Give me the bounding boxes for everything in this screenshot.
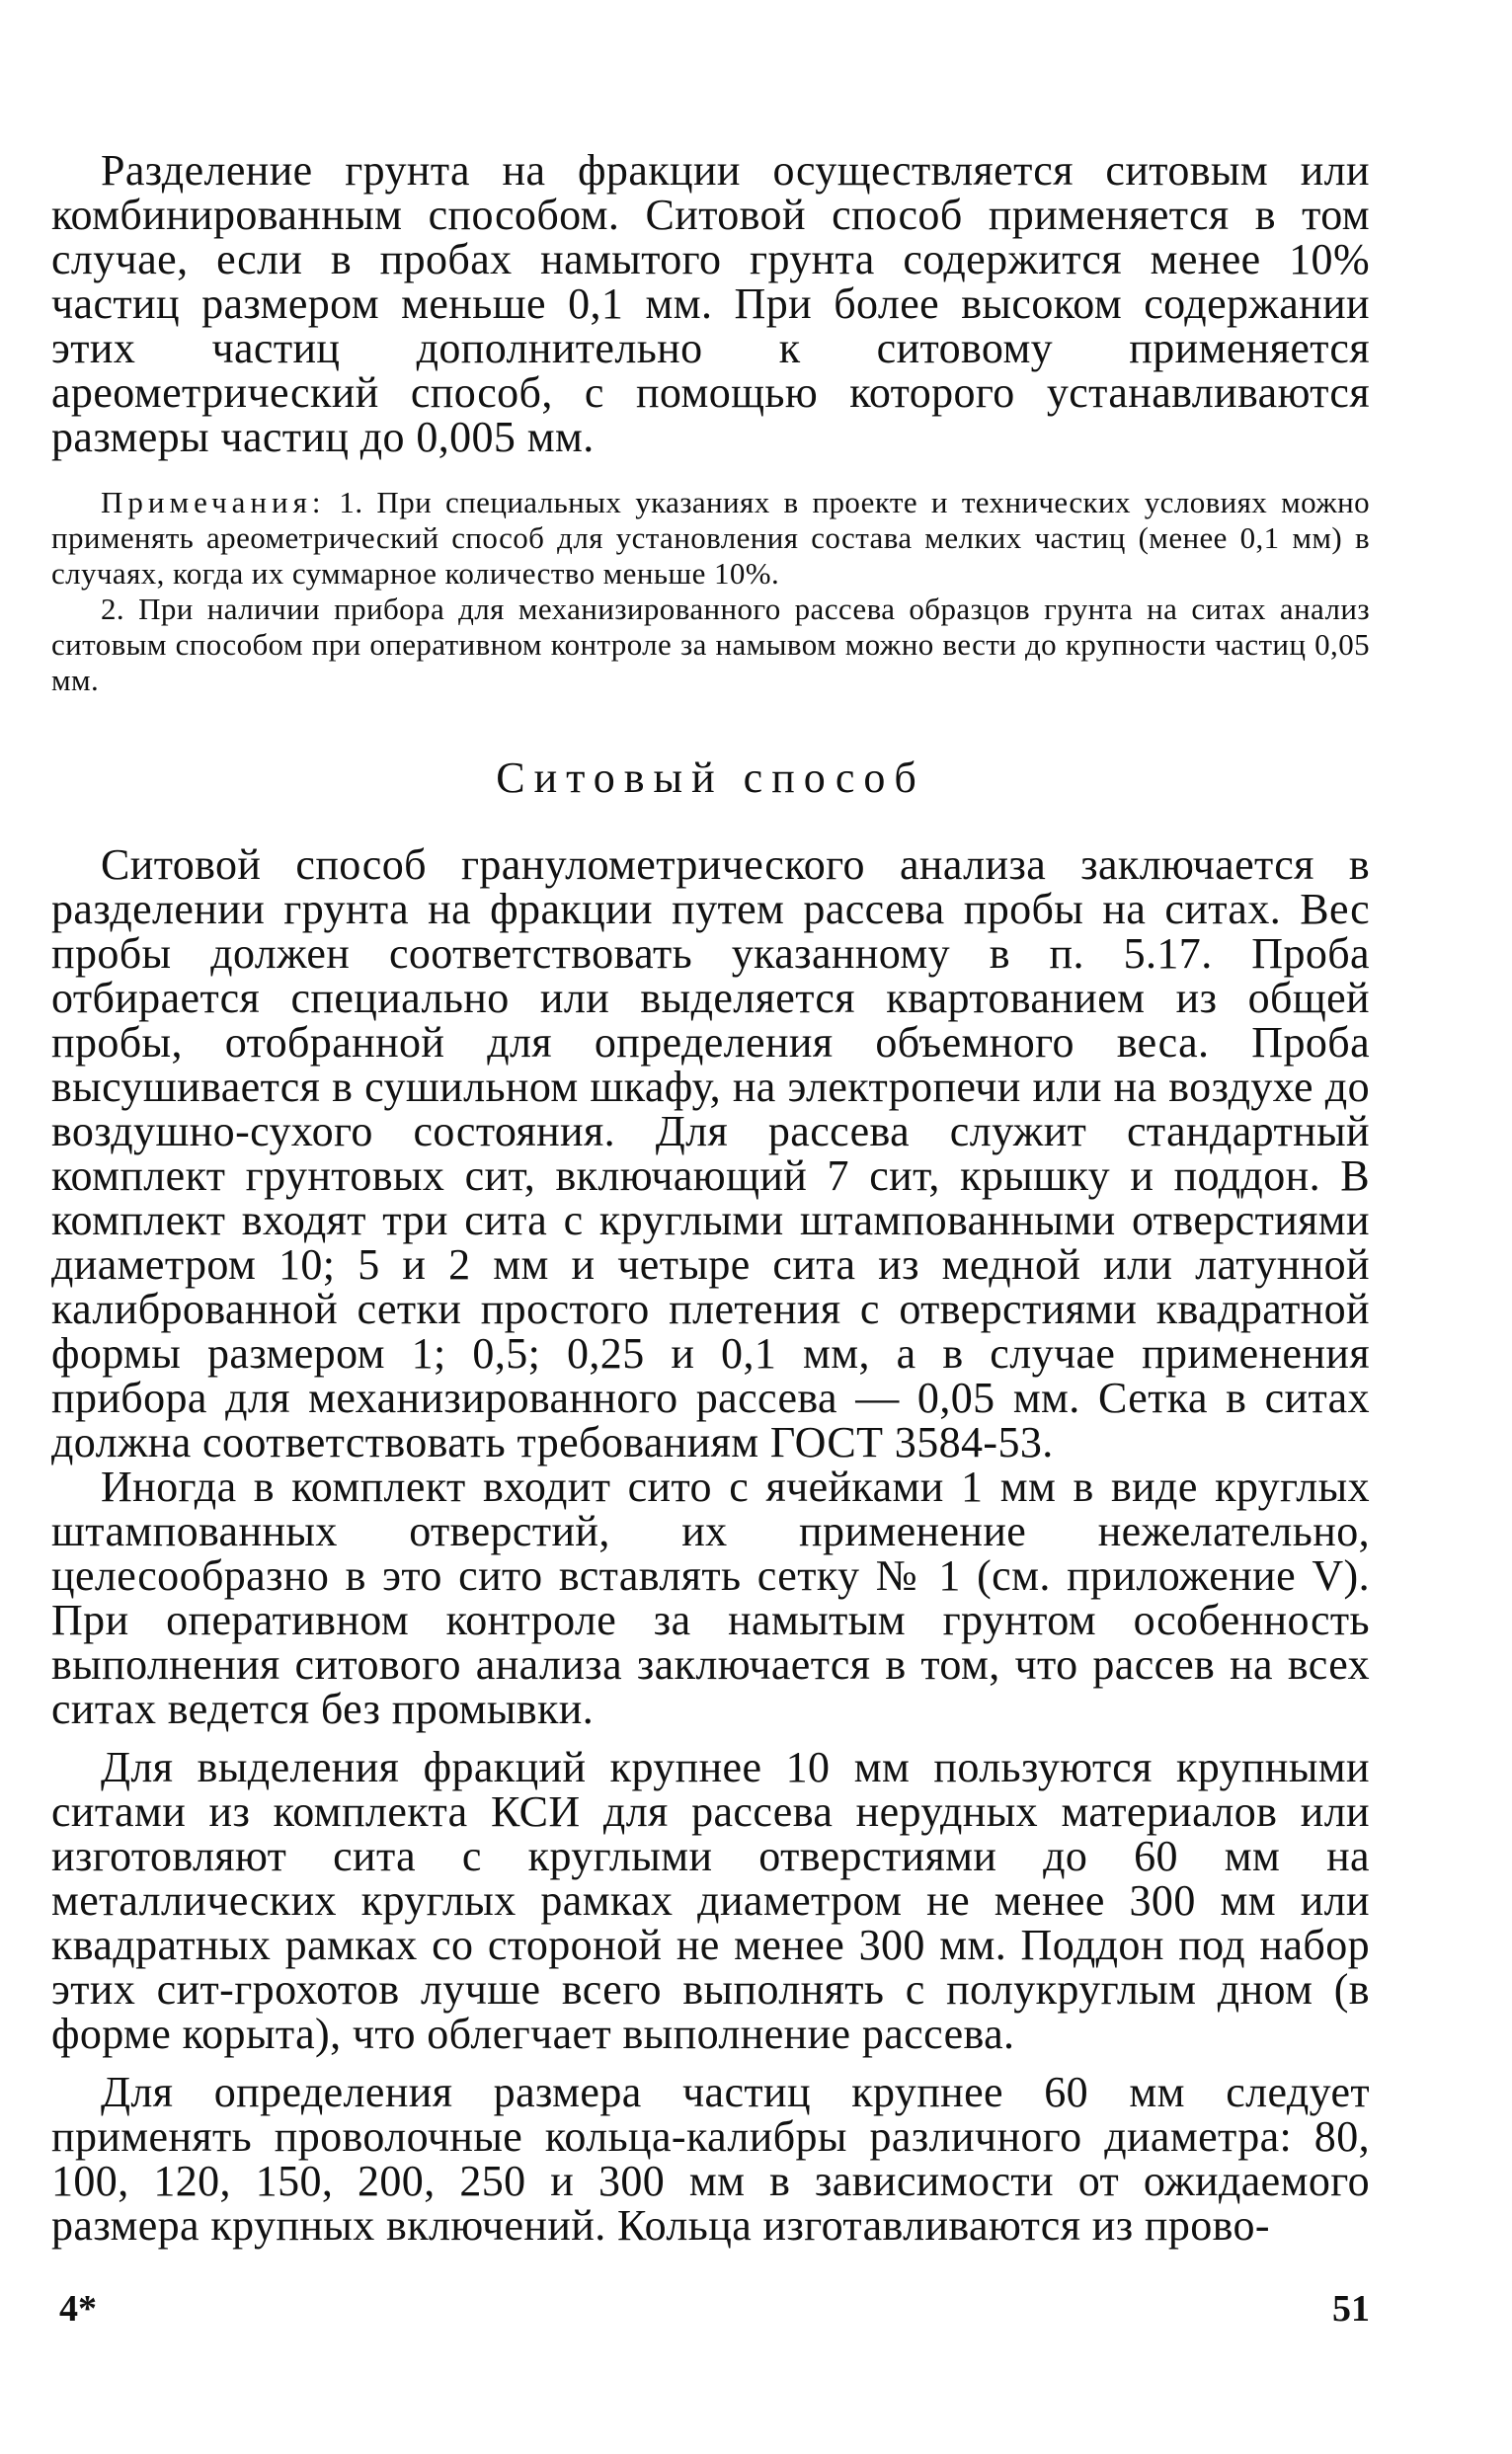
section-paragraph-1: Ситовой способ гранулометрического анализа заключается в разделении грунта на фракции путем рассева пробы на ситах. Вес пробы должен соответствовать указанному в п. 5.17. Проба отбирается специально или выделяется квартованием из общей пробы, отобранной для определения объемного веса. Проба высушивается в сушильном шкафу, на электропечи или на воздухе до воздушно-сухого состояния. Для рассева служит стандартный комплект грунтовых сит, включающий 7 сит, крышку и поддон. В комплект входят три сита с круглыми штампованными отверстиями диаметром 10; 5 и 2 мм и четыре сита из медной или латунной калиброванной сетки простого плетения с отверстиями квадратной формы размером 1; 0,5; 0,25 и 0,1 мм, а в случае применения прибора для механизированного рассева — 0,05 мм. Сетка в ситах должна соответствовать требованиям ГОСТ 3584-53. bbox=[51, 840, 1370, 1466]
section-paragraph-3: Для выделения фракций крупнее 10 мм пользуются крупными ситами из комплекта КСИ для рассева нерудных материалов или изготовляют сита с круглыми отверстиями до 60 мм на металлических круглых рамках диаметром не менее 300 мм или квадратных рамках со стороной не менее 300 мм. Поддон под набор этих сит-грохотов лучше всего выполнять с полукруглым дном (в форме корыта), что облегчает выполнение рассева. bbox=[51, 1743, 1370, 2058]
page-footer bbox=[51, 2287, 1370, 2336]
notes-block bbox=[51, 485, 1370, 698]
note-1-text: 1. При специальных указаниях в проекте и технических условиях можно применять ареометрический способ для установления состава мелких частиц (менее 0,1 мм) в случаях, когда их суммарное количество меньше 10%. bbox=[51, 485, 1370, 591]
page-body bbox=[51, 148, 1370, 2248]
signature-mark: 4* bbox=[59, 2288, 97, 2330]
section-paragraph-2: Иногда в комплект входит сито с ячейками 1 мм в виде круглых штампованных отверстий, их применение нежелательно, целесообразно в это сито вставлять сетку № 1 (см. приложение V). При оперативном контроле за намытым грунтом особенность выполнения ситового анализа заключается в том, что рассев на всех ситах ведется без промывки. bbox=[51, 1463, 1370, 1733]
notes-label: Примечания: bbox=[101, 485, 326, 519]
page-number: 51 bbox=[1332, 2288, 1370, 2330]
section-heading: Ситовый способ bbox=[496, 753, 925, 802]
intro-paragraph: Разделение грунта на фракции осуществляется ситовым или комбинированным способом. Ситовой способ применяется в том случае, если в пробах намытого грунта содержится менее 10% частиц размером меньше 0,1 мм. При более высоком содержании этих частиц дополнительно к ситовому применяется ареометрический способ, с помощью которого устанавливаются размеры частиц до 0,005 мм. bbox=[51, 146, 1370, 461]
note-1 bbox=[51, 485, 1370, 592]
section-paragraph-4: Для определения размера частиц крупнее 60 мм следует применять проволочные кольца-калибры различного диаметра: 80, 100, 120, 150, 200, 250 и 300 мм в зависимости от ожидаемого размера крупных включений. Кольца изготавливаются из прово- bbox=[51, 2068, 1370, 2250]
note-2: 2. При наличии прибора для механизированного рассева образцов грунта на ситах анализ ситовым способом при оперативном контроле за намывом можно вести до крупности частиц 0,05 мм. bbox=[51, 592, 1370, 697]
